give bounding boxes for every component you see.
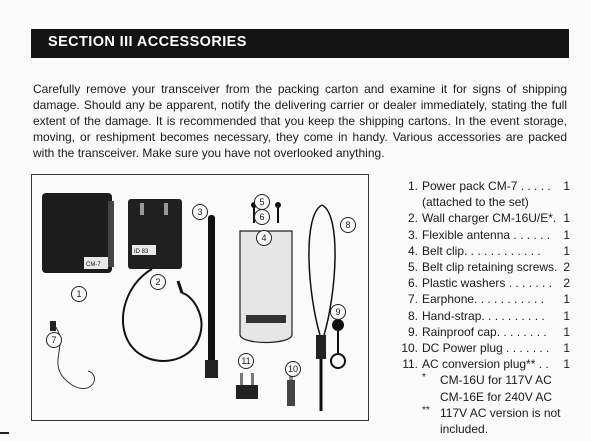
item-text: Plastic washers . . . . . . . <box>422 276 553 291</box>
item-quantity: 2 <box>563 260 570 275</box>
item-number: 7. <box>407 292 418 307</box>
callout-2: 2 <box>150 274 166 290</box>
list-item <box>385 210 570 226</box>
list-item <box>385 178 570 194</box>
footnote-line: CM-16U for 117V AC <box>440 373 552 388</box>
footnote-mark: * <box>422 372 426 384</box>
callout-9: 9 <box>330 304 346 320</box>
item-quantity: 1 <box>563 292 570 307</box>
list-item <box>385 340 570 356</box>
footnote-line: CM-16E for 240V AC <box>440 389 553 404</box>
item-number: 5. <box>407 260 418 275</box>
item-number: 9. <box>407 324 418 339</box>
list-item <box>385 227 570 243</box>
item-number: 4. <box>407 243 418 258</box>
item-quantity: 1 <box>563 211 570 226</box>
charger-label: ID 83 <box>134 249 149 255</box>
footnote <box>385 405 570 421</box>
item-quantity: 1 <box>563 243 570 258</box>
accessories-list <box>385 178 570 437</box>
item-text: AC conversion plug** . . <box>422 357 549 372</box>
item-text: DC Power plug . . . . . . . <box>422 341 550 356</box>
item-number: 6. <box>407 276 418 291</box>
callout-11: 11 <box>238 353 254 369</box>
item-number: 10. <box>401 341 418 356</box>
item-text: Hand-strap. . . . . . . . . . <box>422 308 545 323</box>
item-subtext: (attached to the set) <box>422 195 529 210</box>
callout-1: 1 <box>71 286 87 302</box>
item-text: Belt clip retaining screws. <box>422 260 558 275</box>
item-text: Wall charger CM-16U/E*. <box>422 211 557 226</box>
item-number: 11. <box>402 357 418 372</box>
accessories-figure <box>31 174 369 421</box>
item-number: 1. <box>407 179 418 193</box>
callout-3: 3 <box>192 204 208 220</box>
list-item <box>385 308 570 324</box>
item-text: Flexible antenna . . . . . . <box>422 227 551 242</box>
section-header <box>31 29 569 58</box>
earphone-drawing <box>50 321 95 389</box>
antenna-drawing <box>205 215 218 378</box>
item-text: Power pack CM-7 . . . . . <box>422 179 551 193</box>
callout-7: 7 <box>46 332 62 348</box>
callout-10: 10 <box>285 361 301 377</box>
footnote <box>385 372 570 388</box>
list-item <box>385 291 570 307</box>
dc-plug-drawing <box>287 374 295 406</box>
intro-paragraph: Carefully remove your transceiver from the packing carton and examine it for signs of shipping damage. Should any be apparent, notify the delivering carrier or dealer immediately, stating the full extent of the damage. It is recommended that you keep the shipping cartons. In the event storage, moving, or reshipment becomes necessary, they come in handy. Various accessories are packed with the transceiver. Make sure you have not overlooked anything. <box>33 82 567 160</box>
item-quantity: 1 <box>563 227 570 242</box>
item-quantity: 1 <box>563 357 570 372</box>
item-text: Earphone. . . . . . . . . . . <box>422 292 545 307</box>
footnote-line: included. <box>440 422 489 437</box>
section-title: SECTION III ACCESSORIES <box>48 34 247 50</box>
item-quantity: 2 <box>563 276 570 291</box>
item-text: Rainproof cap. . . . . . . . <box>422 324 547 339</box>
item-quantity: 1 <box>563 179 570 193</box>
list-item <box>385 259 570 275</box>
item-quantity: 1 <box>563 324 570 339</box>
footnote-mark: ** <box>422 404 430 416</box>
list-item <box>385 324 570 340</box>
item-number: 3. <box>407 227 418 242</box>
list-item <box>385 275 570 291</box>
callout-4: 4 <box>256 230 272 246</box>
pack-label: CM-7 <box>86 262 101 268</box>
item-quantity: 1 <box>563 341 570 356</box>
power-pack-drawing <box>42 193 114 273</box>
list-item <box>385 356 570 372</box>
item-text: Belt clip. . . . . . . . . . . . <box>422 243 541 258</box>
ac-plug-drawing <box>236 373 258 399</box>
item-quantity: 1 <box>563 308 570 323</box>
rainproof-cap-drawing <box>331 319 345 368</box>
page-edge-mark <box>0 432 9 434</box>
list-item <box>385 243 570 259</box>
callout-6: 6 <box>254 209 270 225</box>
callout-5: 5 <box>254 194 270 210</box>
item-number: 2. <box>407 211 418 226</box>
item-number: 8. <box>407 308 418 323</box>
callout-8: 8 <box>340 217 356 233</box>
footnote-line: 117V AC version is not <box>440 405 561 420</box>
